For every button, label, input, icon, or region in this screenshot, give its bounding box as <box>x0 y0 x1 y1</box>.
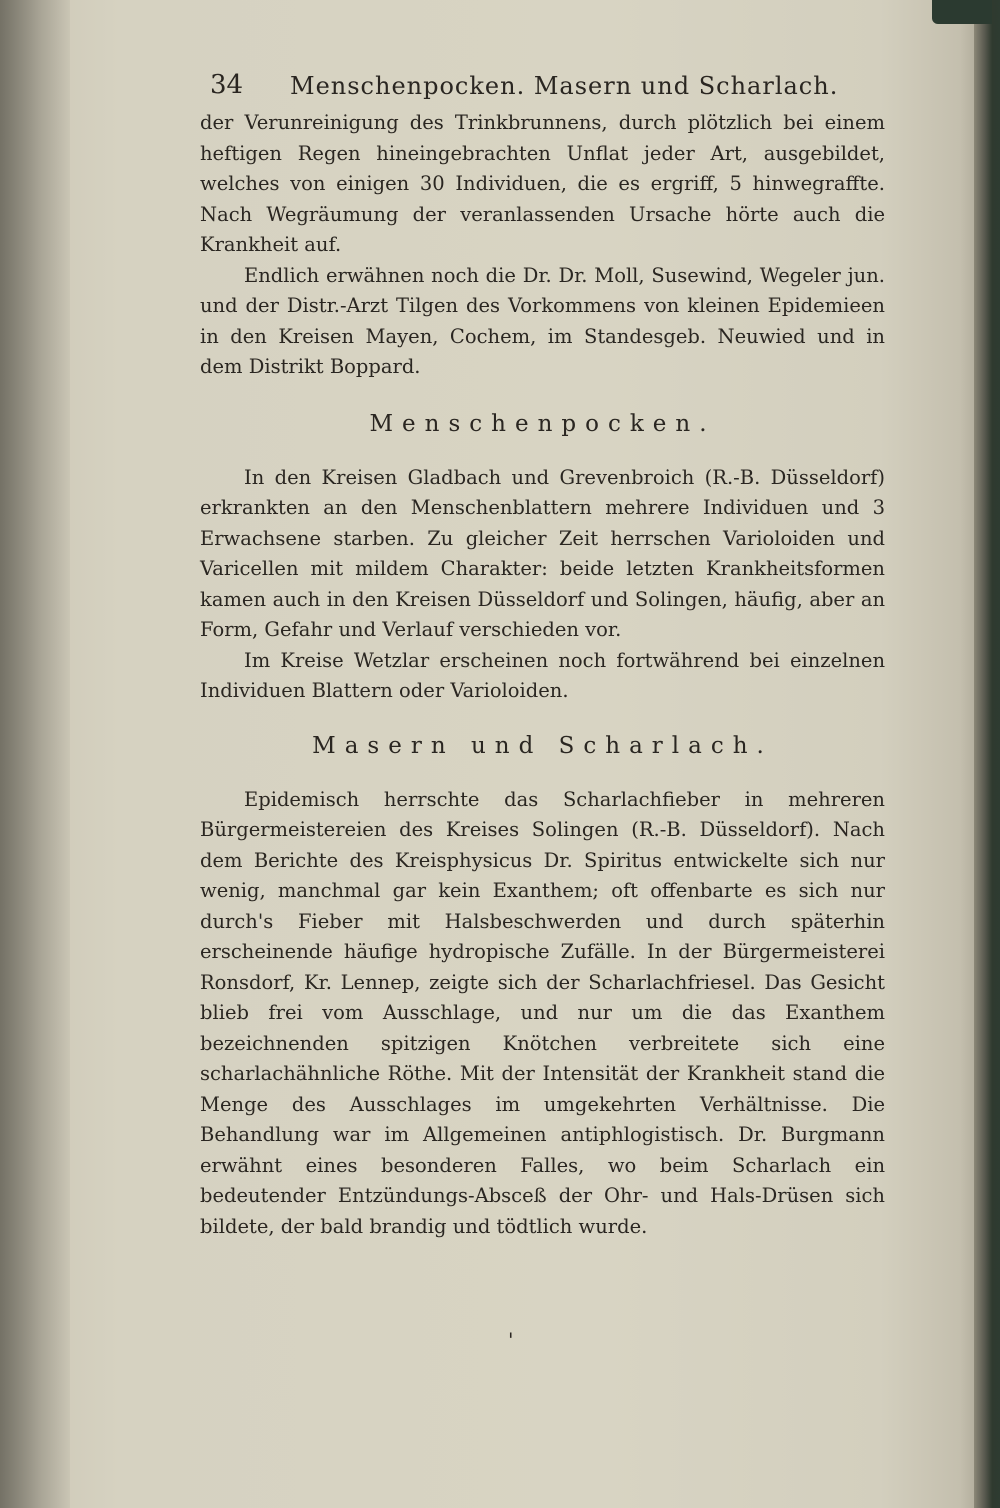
text-block <box>200 60 885 1242</box>
running-title: Menschenpocken. Masern und Scharlach. <box>290 72 839 100</box>
running-head <box>200 60 885 108</box>
binding-gutter-shadow <box>0 0 70 1508</box>
section-heading-menschenpocken: Menschenpocken. <box>369 410 716 437</box>
footer-mark: ' <box>508 1328 514 1352</box>
paragraph-kreise-wetzlar: Im Kreise Wetzlar erscheinen noch fortwährend bei einzelnen Individuen Blattern oder Varioloiden. <box>200 648 885 702</box>
paragraph-endlich: Endlich erwähnen noch die Dr. Dr. Moll, Susewind, Wegeler jun. und der Distr.-Arzt Tilgen des Vorkommens von kleinen Epidemieen in den Kreisen Mayen, Cochem, im Standesgeb. Neuwied und in dem Distrikt Boppard. <box>200 263 885 378</box>
paragraph-epidemisch: Epidemisch herrschte das Scharlachfieber in mehreren Bürgermeistereien des Kreises Solingen (R.-B. Düsseldorf). Nach dem Berichte des Kreisphysicus Dr. Spiritus entwickelte sich nur wenig, manchmal gar kein Exanthem; oft offenbarte es sich nur durch's Fieber mit Halsbeschwerden und durch späterhin erscheinende häufige hydropische Zufälle. In der Bürgermeisterei Ronsdorf, Kr. Lennep, zeigte sich der Scharlachfriesel. Das Gesicht blieb frei vom Ausschlage, und nur um die das Exanthem bezeichnenden spitzigen Knötchen verbreitete sich eine scharlachähnliche Röthe. Mit der Intensität der Krankheit stand die Menge des Ausschlages im umgekehrten Verhältnisse. Die Behandlung war im Allgemeinen antiphlogistisch. Dr. Burgmann erwähnt eines besonderen Falles, wo beim Scharlach ein bedeutender Entzündungs-Absceß der Ohr- und Hals-Drüsen sich bildete, der bald brandig und tödtlich wurde. <box>200 787 885 1238</box>
book-cover-corner <box>932 0 992 24</box>
paragraph-kreisen-gladbach: In den Kreisen Gladbach und Grevenbroich (R.-B. Düsseldorf) erkrankten an den Menschenblattern mehrere Individuen und 3 Erwachsene starben. Zu gleicher Zeit herrschen Varioloiden und Varicellen mit mildem Charakter: beide letzten Krankheitsformen kamen auch in den Kreisen Düsseldorf und Solingen, häufig, aber an Form, Gefahr und Verlauf verschieden vor. <box>200 465 885 641</box>
section-heading-masern-scharlach: Masern und Scharlach. <box>312 732 773 759</box>
paragraph-continuation: der Verunreinigung des Trinkbrunnens, durch plötzlich bei einem heftigen Regen hineingebrachten Unflat jeder Art, ausgebildet, welches von einigen 30 Individuen, die es ergriff, 5 hinwegraffte. Nach Wegräumung der veranlassenden Ursache hörte auch die Krankheit auf. <box>200 111 885 256</box>
book-edge <box>974 0 1000 1508</box>
page-number: 34 <box>210 70 244 100</box>
